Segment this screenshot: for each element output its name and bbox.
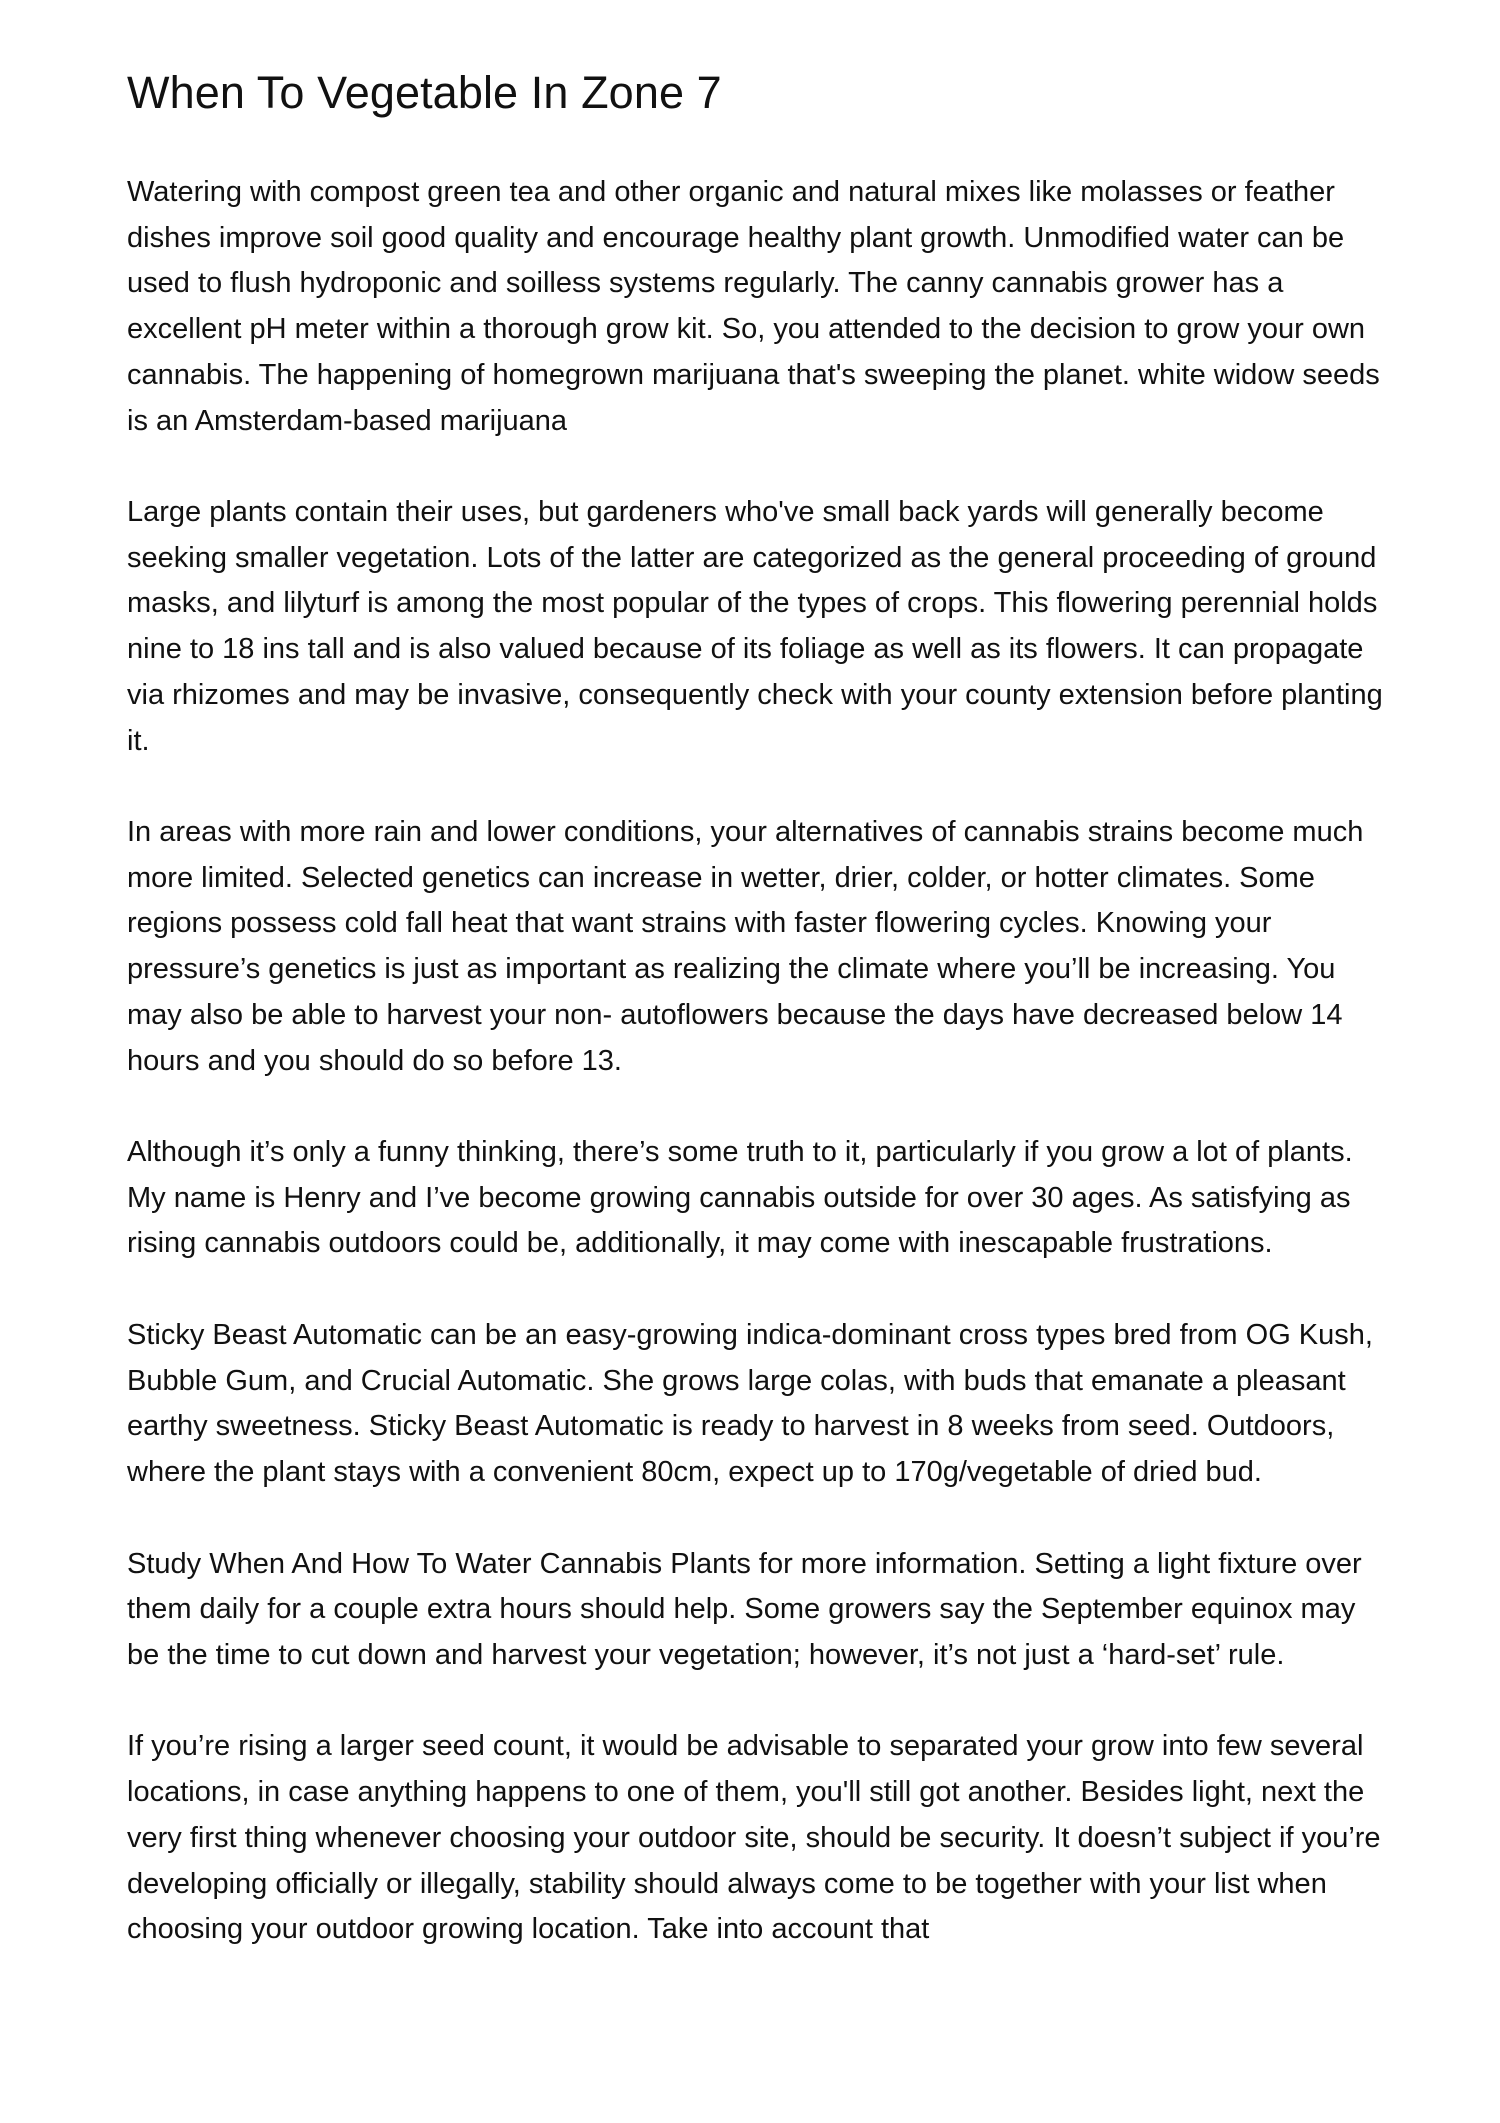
- paragraph: Sticky Beast Automatic can be an easy-growing indica-dominant cross types bred from OG Kush, Bubble Gum, and Crucial Automatic. She grows large colas, with buds that emanate a pleasant earthy sweetness. Sticky Beast Automatic is ready to harvest in 8 weeks from seed. Outdoors, where the plant stays with a convenient 80cm, expect up to 170g/vegetable of dried bud.: [127, 1318, 1373, 1489]
- paragraph: Watering with compost green tea and other organic and natural mixes like molasses or feather dishes improve soil good quality and encourage healthy plant growth. Unmodified water can be used to flush hydroponic and soilless systems regularly. The canny cannabis grower has a excellent pH meter within a thorough grow kit. So, you attended to the decision to grow your own cannabis. The happening of homegrown marijuana that's sweeping the planet. white widow seeds is an Amsterdam-based marijuana: [127, 176, 1380, 437]
- paragraph: In areas with more rain and lower conditions, your alternatives of cannabis strains become much more limited. Selected genetics can increase in wetter, drier, colder, or hotter climates. Some regions possess cold fall heat that want strains with faster flowering cycles. Knowing your pressure’s genetics is just as important as realizing the climate where you’ll be increasing. You may also be able to harvest your non- autoflowers because the days have decreased below 14 hours and you should do so before 13.: [127, 816, 1364, 1077]
- paragraph: If you’re rising a larger seed count, it would be advisable to separated your grow into few several locations, in case anything happens to one of them, you'll still got another. Besides light, next the very first thing whenever choosing your outdoor site, should be security. It doesn’t subject if you’re developing officially or illegally, stability should always come to be together with your list when choosing your outdoor growing location. Take into account that: [127, 1730, 1381, 1946]
- page-title: When To Vegetable In Zone 7: [127, 67, 722, 118]
- paragraph: Although it’s only a funny thinking, there’s some truth to it, particularly if you grow a lot of plants. My name is Henry and I’ve become growing cannabis outside for over 30 ages. As satisfying as rising cannabis outdoors could be, additionally, it may come with inescapable frustrations.: [127, 1136, 1353, 1260]
- paragraph: Study When And How To Water Cannabis Plants for more information. Setting a light fixture over them daily for a couple extra hours should help. Some growers say the September equinox may be the time to cut down and harvest your vegetation; however, it’s not just a ‘hard-set’ rule.: [127, 1547, 1362, 1671]
- document-page: [127, 66, 1387, 1953]
- paragraph: Large plants contain their uses, but gardeners who've small back yards will generally become seeking smaller vegetation. Lots of the latter are categorized as the general proceeding of ground masks, and lilyturf is among the most popular of the types of crops. This flowering perennial holds nine to 18 ins tall and is also valued because of its foliage as well as its flowers. It can propagate via rhizomes and may be invasive, consequently check with your county extension before planting it.: [127, 496, 1383, 757]
